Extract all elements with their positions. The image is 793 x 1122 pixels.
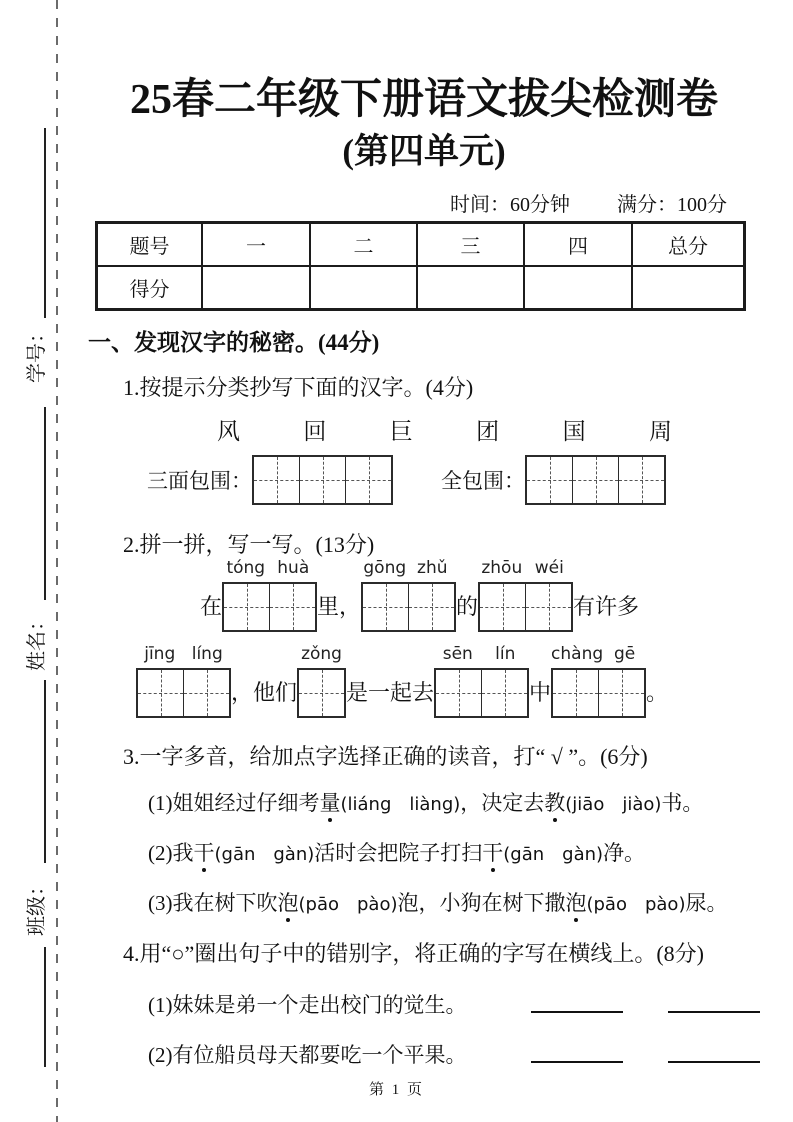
inline-text: (3)我在树下吹 (148, 891, 278, 915)
answer-blank (668, 989, 760, 1013)
tian-cell (599, 670, 644, 716)
hanzi-item: 团 (476, 419, 500, 444)
dotted-char: 教 (544, 787, 565, 817)
inline-text: 书。 (661, 791, 704, 815)
inline-text: (2)我 (148, 841, 194, 865)
q2-line2 (136, 644, 668, 718)
answer-blank (531, 989, 623, 1013)
write-line (44, 407, 46, 600)
dotted-char: 干 (482, 837, 503, 867)
inline-text: 泡，小狗在树下撒 (397, 891, 566, 915)
pinyin-syllable: huà (277, 558, 310, 578)
write-line (44, 128, 46, 318)
q4-item-2 (148, 1039, 760, 1069)
tian-cell (553, 670, 599, 716)
inline-text: (1)妹妹是弟一个走出校门的觉生。 (148, 993, 467, 1017)
pinyin-syllable: lín (495, 644, 516, 664)
name-label: 姓名： (25, 611, 48, 671)
inline-text: ，他们 (231, 680, 298, 705)
score-table-header: 二 (311, 224, 418, 267)
dotted-char: 量 (320, 787, 341, 817)
inline-text: 的 (456, 594, 479, 619)
inline-text: 中 (529, 680, 552, 705)
pinyin-syllable: chàng (551, 644, 604, 664)
score-table-header: 四 (525, 224, 633, 267)
three-side-enclosure-label: 三面包围： (147, 469, 252, 493)
q1-answer-row (147, 455, 666, 505)
pinyin-syllable: wéi (534, 558, 564, 578)
write-line (44, 680, 46, 863)
pinyin-grid-block (222, 558, 317, 632)
pinyin-grid-block (361, 558, 456, 632)
score-cell-empty (311, 267, 418, 308)
hanzi-item: 巨 (389, 419, 413, 444)
inline-text: 有许多 (573, 594, 640, 619)
inline-text: 是一起去 (346, 680, 435, 705)
tian-cell (526, 584, 571, 630)
tian-cell (363, 584, 409, 630)
inline-text: 里， (317, 594, 362, 619)
tian-cell (254, 457, 300, 503)
inline-text: 净。 (603, 841, 646, 865)
pinyin-syllable: tóng (226, 558, 266, 578)
inline-text: (2)有位船员母天都要吃一个平果。 (148, 1043, 467, 1067)
score-cell-empty (633, 267, 743, 308)
page-subtitle: (第四单元) (342, 132, 506, 171)
pinyin-grid-block (551, 644, 646, 718)
hanzi-item: 国 (562, 419, 586, 444)
score-table-header: 三 (418, 224, 525, 267)
student-id-label: 学号： (25, 323, 48, 383)
score-table-header: 一 (203, 224, 311, 267)
pinyin-inline: (pāo pào) (298, 894, 398, 915)
q3-item-3 (148, 887, 727, 917)
dotted-char: 干 (194, 837, 215, 867)
full-enclosure-label: 全包围： (441, 469, 525, 493)
tian-cell (184, 670, 229, 716)
hanzi-item: 风 (217, 419, 240, 444)
score-cell-empty (203, 267, 311, 308)
score-cell-empty (525, 267, 633, 308)
section-heading: 一、发现汉字的秘密。(44分) (88, 330, 380, 355)
pinyin-grid-block (434, 644, 529, 718)
pinyin-syllable: zhǔ (417, 558, 448, 578)
pinyin-syllable: líng (191, 644, 223, 664)
dotted-char: 泡 (278, 887, 299, 917)
q3-prompt: 3.一字多音，给加点字选择正确的读音，打“ √ ”。(6分) (123, 744, 648, 769)
answer-blank (531, 1039, 623, 1063)
class-label: 班级： (25, 876, 48, 936)
tian-cell (482, 670, 527, 716)
q1-character-row (217, 413, 672, 446)
inline-text: 尿。 (685, 891, 728, 915)
q3-item-1 (148, 787, 703, 817)
score-row-label: 得分 (98, 267, 203, 308)
tian-cell (224, 584, 270, 630)
tian-cell (436, 670, 482, 716)
q2-prompt: 2.拼一拼，写一写。(13分) (123, 532, 375, 557)
hanzi-item: 周 (648, 419, 672, 444)
answer-blank (668, 1039, 760, 1063)
score-table-header: 题号 (98, 224, 203, 267)
q3-item-2 (148, 837, 645, 867)
tian-cell (619, 457, 664, 503)
inline-text: 。 (646, 680, 669, 705)
pinyin-grid-block (478, 558, 573, 632)
exam-time: 时间：60分钟 (450, 194, 570, 216)
hanzi-item: 回 (303, 419, 327, 444)
pinyin-syllable: sēn (442, 644, 473, 664)
q4-prompt: 4.用“○”圈出句子中的错别字，将正确的字写在横线上。(8分) (123, 941, 704, 966)
q4-item-1 (148, 989, 760, 1019)
tian-cell (573, 457, 619, 503)
tian-cell (138, 670, 184, 716)
pinyin-syllable: zǒng (301, 644, 342, 664)
pinyin-inline: (liáng liàng) (340, 794, 461, 815)
dotted-char: 泡 (565, 887, 586, 917)
pinyin-syllable: zhōu (481, 558, 523, 578)
pinyin-inline: (gān gàn) (503, 844, 604, 865)
tian-cell (300, 457, 346, 503)
pinyin-inline: (gān gàn) (214, 844, 315, 865)
tian-cell (299, 670, 344, 716)
pinyin-syllable: gē (613, 644, 636, 664)
pinyin-inline: (pāo pào) (586, 894, 686, 915)
page-margin-dashed-line (56, 0, 58, 1122)
inline-text: ，决定去 (460, 791, 545, 815)
tian-cell (409, 584, 454, 630)
inline-text: (1)姐姐经过仔细考 (148, 791, 320, 815)
page-footer: 第 1 页 (368, 1082, 424, 1098)
inline-text: 活时会把院子打扫 (314, 841, 483, 865)
tian-grid (252, 455, 393, 505)
pinyin-inline: (jiāo jiào) (565, 794, 662, 815)
tian-cell (527, 457, 573, 503)
exam-meta (88, 188, 760, 217)
q2-line1 (200, 558, 639, 632)
score-cell-empty (418, 267, 525, 308)
score-table-header: 总分 (633, 224, 743, 267)
pinyin-grid-block (136, 644, 231, 718)
write-line (44, 947, 46, 1067)
exam-full-score: 满分：100分 (617, 194, 727, 216)
inline-text: 在 (200, 594, 223, 619)
tian-cell (480, 584, 526, 630)
tian-cell (270, 584, 315, 630)
score-table (95, 221, 746, 311)
page-title: 25春二年级下册语文拔尖检测卷 (129, 77, 718, 123)
pinyin-syllable: gōng (363, 558, 407, 578)
exam-page (88, 0, 760, 1122)
q1-prompt: 1.按提示分类抄写下面的汉字。(4分) (123, 375, 474, 400)
tian-cell (346, 457, 391, 503)
pinyin-grid-block (297, 644, 346, 718)
tian-grid (525, 455, 666, 505)
pinyin-syllable: jīng (144, 644, 176, 664)
